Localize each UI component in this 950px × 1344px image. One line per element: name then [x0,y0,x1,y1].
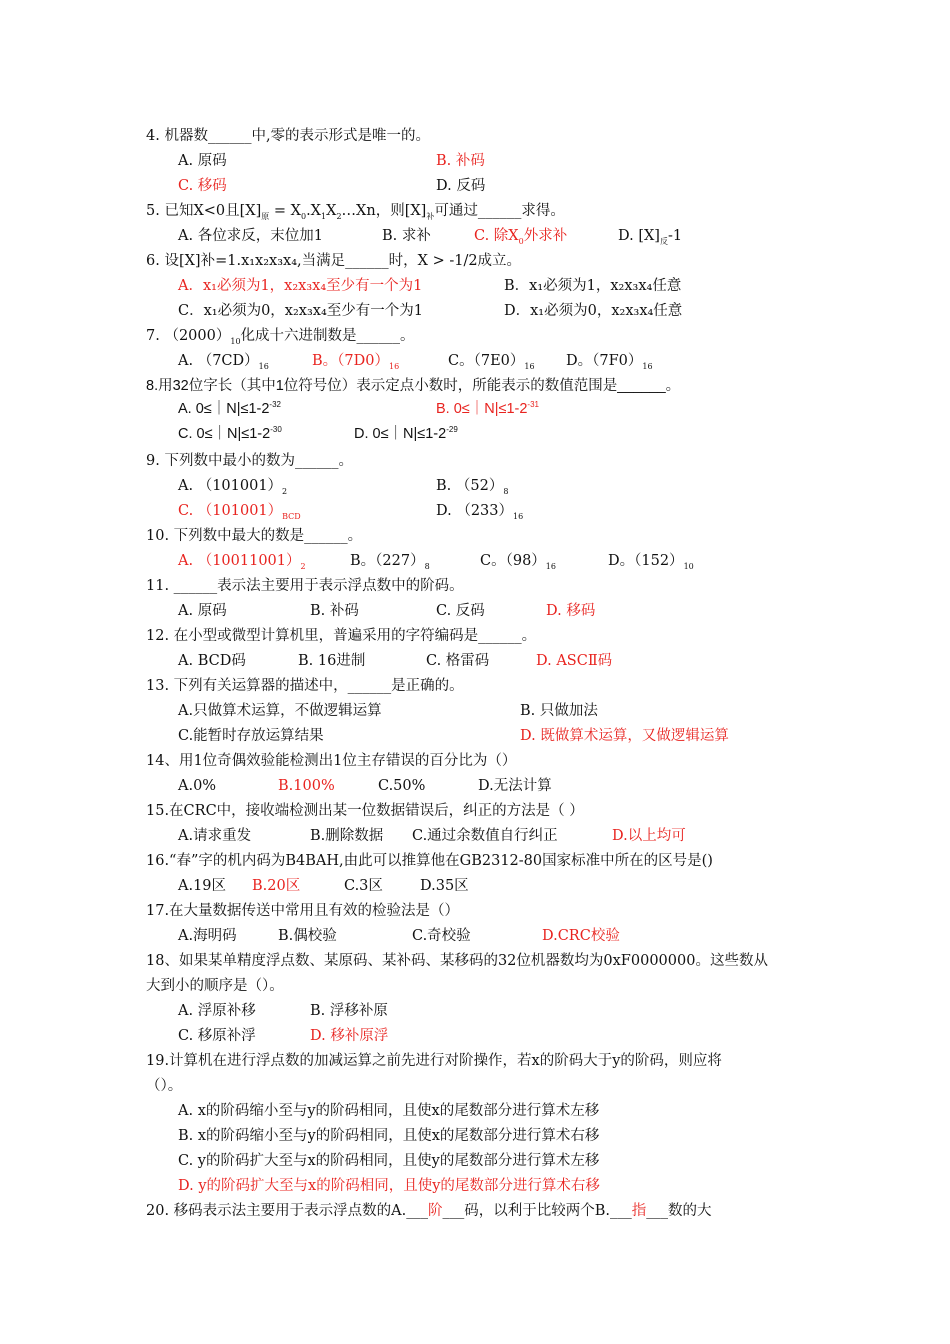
q19-option-d: D. y的阶码扩大至与x的阶码相同，且使y的尾数部分进行算术右移 [178,1178,600,1194]
q4-option-b: B. 补码 [436,153,485,169]
q6-option-c: C．x₁必须为0，x₂x₃x₄至少有一个为1 [178,303,424,319]
q19-stem-line2: （）。 [146,1078,183,1094]
q16-stem: 16.“春”字的机内码为B4BAH,由此可以推算他在GB2312-80国家标准中所在的区号是() [146,853,713,869]
q10-option-d: D。$(152)_{10}$ [608,553,694,571]
q18-option-b: B. 浮移补原 [310,1003,388,1019]
q20-answer-b: 指 [631,1203,647,1219]
q20-answer-a: 阶 [428,1203,443,1219]
q16-option-a: A.19区 [178,878,227,894]
q7-option-c: C。$(7E0)_{16}$ [448,353,535,371]
q4-stem: 4. 机器数______中,零的表示形式是唯一的。 [146,128,431,144]
q7-stem: 7. $(2000)_{10}$化成十六进制数是______。 [146,328,415,346]
q17-option-a: A.海明码 [178,928,237,944]
q16-option-b: B.20区 [252,878,301,894]
q14-stem: 14、用1位奇偶效验能检测出1位主存错误的百分比为（） [146,753,517,769]
q15-option-b: B.删除数据 [310,828,384,844]
q17-option-d: D.CRC校验 [542,928,620,944]
q19-option-b: B. x的阶码缩小至与y的阶码相同，且使x的尾数部分进行算术右移 [178,1128,600,1144]
q13-option-b: B. 只做加法 [520,703,598,719]
q17-option-b: B.偶校验 [278,928,337,944]
q5-stem: 5. 已知X<0且$[X]_原$ = $X_0.X_1X_2\dots Xn$，则$[X]_补$可通过______求得。 [146,203,565,221]
q15-option-a: A.请求重发 [178,828,252,844]
q5-option-a: A. 各位求反，末位加1 [178,228,323,244]
q19-option-a: A. x的阶码缩小至与y的阶码相同，且使x的尾数部分进行算术左移 [178,1103,600,1119]
q6-option-b: B．x₁必须为1，x₂x₃x₄任意 [504,278,682,294]
q17-option-c: C.奇校验 [412,928,471,944]
q18-stem-line1: 18、如果某单精度浮点数、某原码、某补码、某移码的32位机器数均为0xF0000000。这些数从 [146,953,768,969]
q9-stem: 9. 下列数中最小的数为______。 [146,453,353,469]
q13-stem: 13. 下列有关运算器的描述中，______是正确的。 [146,678,464,694]
q18-option-d: D. 移补原浮 [310,1028,389,1044]
q10-stem: 10. 下列数中最大的数是______。 [146,528,363,544]
q14-option-c: C.50% [378,778,426,794]
q5-option-b: B. 求补 [382,228,431,244]
q11-option-a: A. 原码 [178,603,227,619]
q5-option-c: C. 除$X_0$外求补 [474,228,568,246]
q10-option-b: B。$(227)_8$ [350,553,430,571]
q8-option-a: A. $0\le|N|\le 1-2^{-32}$ [178,400,281,417]
q10-option-c: C。$(98)_{16}$ [480,553,556,571]
q9-option-c: C. $(101001)_{BCD}$ [178,503,301,521]
q9-option-d: D. $(233)_{16}$ [436,503,524,521]
q6-stem: 6. 设[X]补=1.x₁x₂x₃x₄,当满足______时，X > -1/2成立。 [146,253,522,269]
q14-option-a: A.0% [178,778,217,794]
q11-option-d: D. 移码 [546,603,596,619]
q9-option-a: A. $(101001)_2$ [178,478,288,496]
q8-option-c: C. $0\le|N|\le 1-2^{-30}$ [178,425,282,442]
q6-option-a: A．x₁必须为1，x₂x₃x₄至少有一个为1 [178,278,423,294]
q4-option-d: D. 反码 [436,178,486,194]
q14-option-d: D.无法计算 [478,778,552,794]
q8-stem: 8.用32位字长（其中1位符号位）表示定点小数时，所能表示的数值范围是______。 [146,378,681,394]
q14-option-b: B.100% [278,778,335,794]
q17-stem: 17.在大量数据传送中常用且有效的检验法是（） [146,903,460,919]
q19-stem-line1: 19.计算机在进行浮点数的加减运算之前先进行对阶操作，若x的阶码大于y的阶码，则应将 [146,1053,722,1069]
q12-option-d: D. ASCⅡ码 [536,653,613,669]
q12-option-a: A. BCD码 [178,653,246,669]
q15-stem: 15.在CRC中，接收端检测出某一位数据错误后，纠正的方法是（ ） [146,803,584,819]
q13-option-c: C.能暂时存放运算结果 [178,728,324,744]
q5-option-d: D. $[X]_反-1$ [618,228,683,246]
q7-option-b: B。$(7D0)_{16}$ [312,353,400,371]
q20-stem: 20. 移码表示法主要用于表示浮点数的A.___阶___码，以利于比较两个B.___指___数的大 [146,1203,712,1219]
q12-option-c: C. 格雷码 [426,653,490,669]
q16-option-d: D.35区 [420,878,469,894]
q11-option-c: C. 反码 [436,603,485,619]
q4-option-a: A. 原码 [178,153,227,169]
q7-option-d: D。$(7F0)_{16}$ [566,353,653,371]
q18-stem-line2: 大到小的顺序是（）。 [146,978,284,994]
q13-option-a: A.只做算术运算，不做逻辑运算 [178,703,382,719]
q15-option-c: C.通过余数值自行纠正 [412,828,558,844]
q12-stem: 12. 在小型或微型计算机里，普遍采用的字符编码是______。 [146,628,537,644]
q18-option-c: C. 移原补浮 [178,1028,256,1044]
q8-option-b: B. $0\le|N|\le 1-2^{-31}$ [436,400,539,417]
q11-stem: 11. ______表示法主要用于表示浮点数中的阶码。 [146,578,464,594]
q9-option-b: B. $(52)_8$ [436,478,509,496]
q16-option-c: C.3区 [344,878,383,894]
q13-option-d: D. 既做算术运算，又做逻辑运算 [520,728,729,744]
q4-option-c: C. 移码 [178,178,227,194]
q7-option-a: A. $(7CD)_{16}$ [178,353,269,371]
q8-option-d: D. $0\le|N|\le 1-2^{-29}$ [354,425,458,442]
q19-option-c: C. y的阶码扩大至与x的阶码相同，且使y的尾数部分进行算术左移 [178,1153,600,1169]
q6-option-d: D．x₁必须为0，x₂x₃x₄任意 [504,303,683,319]
q18-option-a: A. 浮原补移 [178,1003,256,1019]
q10-option-a: A. $(10011001)_2$ [178,553,306,571]
q11-option-b: B. 补码 [310,603,359,619]
q12-option-b: B. 16进制 [298,653,366,669]
q15-option-d: D.以上均可 [612,828,686,844]
